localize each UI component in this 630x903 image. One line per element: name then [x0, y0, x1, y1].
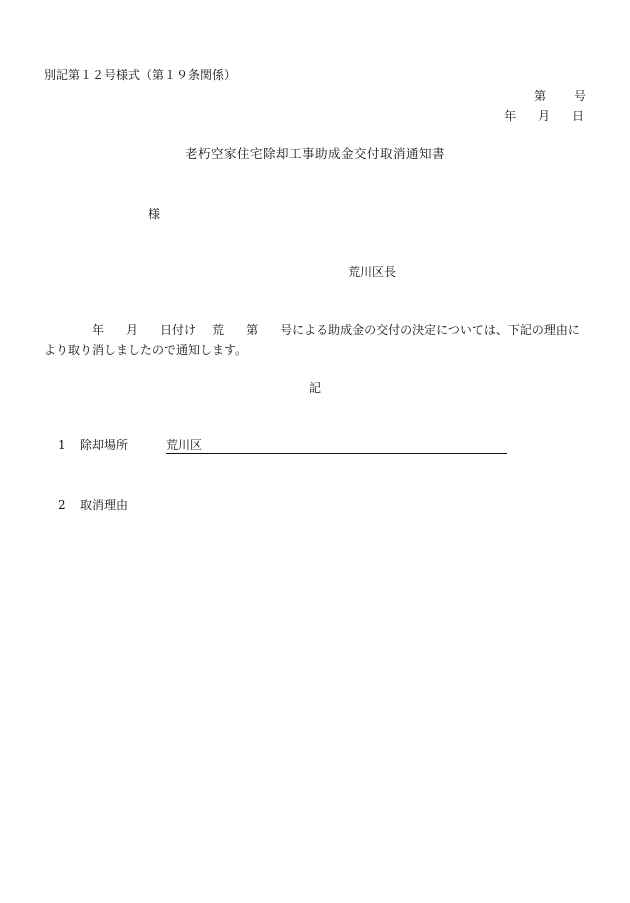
- body-month: 月: [126, 323, 139, 337]
- issuer: 荒川区長: [348, 265, 397, 279]
- date-month: 月: [537, 109, 550, 123]
- document-title: 老朽空家住宅除却工事助成金交付取消通知書: [184, 146, 445, 161]
- body-line1-rest: 号による助成金の交付の決定については、下記の理由に: [280, 323, 580, 337]
- date-year: 年: [503, 109, 516, 123]
- body-dai: 第: [246, 323, 259, 337]
- ki-heading: 記: [308, 381, 321, 395]
- doc-number-suffix: 号: [573, 89, 586, 103]
- document-number-row: [534, 88, 586, 104]
- addressee: 様: [148, 207, 161, 221]
- body-line-2: より取り消しましたので通知します。: [44, 343, 248, 357]
- item-label: 取消理由: [80, 498, 129, 512]
- item-value-underlined: 荒川区: [166, 438, 507, 454]
- body-year: 年: [92, 323, 105, 337]
- form-number: 別記第１２号様式（第１９条関係）: [44, 68, 237, 82]
- body-ara: 荒: [212, 323, 225, 337]
- body-line-1: [44, 322, 586, 338]
- doc-number-prefix: 第: [533, 89, 546, 103]
- item-cancel-reason: [58, 497, 128, 513]
- body-dated: 日付け: [160, 323, 197, 337]
- item-number: 2: [58, 498, 66, 512]
- item-label: 除却場所: [80, 438, 129, 452]
- date-day: 日: [571, 109, 584, 123]
- item-number: 1: [58, 438, 66, 452]
- item-removal-location: [58, 437, 507, 454]
- date-row: [504, 108, 584, 124]
